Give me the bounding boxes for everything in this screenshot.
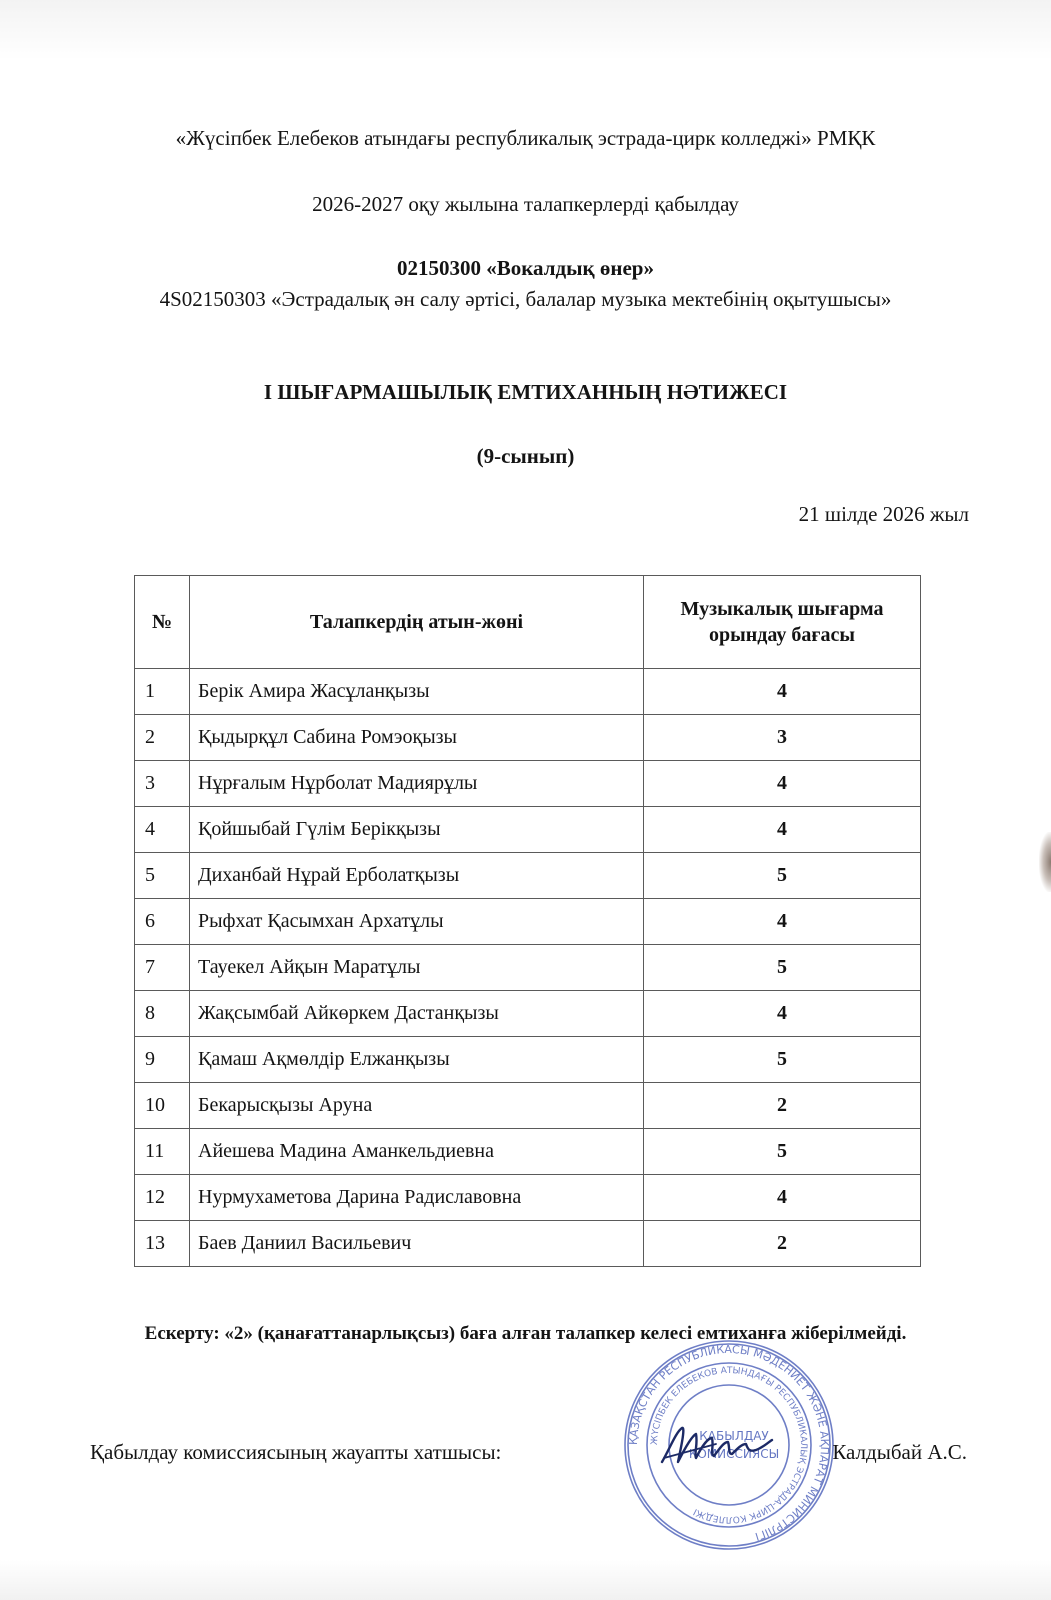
row-num: 2: [135, 715, 190, 761]
page-edge-mark: [1039, 832, 1051, 892]
row-num: 8: [135, 991, 190, 1037]
row-score: 4: [644, 761, 921, 807]
row-score: 4: [644, 899, 921, 945]
row-num: 11: [135, 1129, 190, 1175]
program-code: 02150300 «Вокалдық өнер»: [397, 256, 654, 280]
row-score: 5: [644, 945, 921, 991]
table-row: [135, 1175, 921, 1221]
table-row: [135, 761, 921, 807]
row-score: 4: [644, 669, 921, 715]
specialty-name: 4S02150303 «Эстрадалық ән салу әртісі, балалар музыка мектебінің оқытушысы»: [159, 287, 892, 311]
row-score: 5: [644, 1037, 921, 1083]
document-date: 21 шілде 2026 жыл: [798, 502, 969, 526]
secretary-label: Қабылдау комиссиясының жауапты хатшысы:: [90, 1440, 502, 1464]
stamp-inner-text: ЖҮСІПБЕК ЕЛЕБЕКОВ АТЫНДАҒЫ РЕСПУБЛИКАЛЫҚ ЭСТРАДА-ЦИРК КОЛЛЕДЖІ: [649, 1365, 809, 1525]
table-row: [135, 1129, 921, 1175]
row-name: Рыфхат Қасымхан Архатұлы: [190, 899, 644, 945]
row-num: 4: [135, 807, 190, 853]
row-score: 4: [644, 991, 921, 1037]
table-row: [135, 899, 921, 945]
table-row: [135, 853, 921, 899]
table-row: [135, 1037, 921, 1083]
stamp-center-line1: КАБЫЛДАУ: [699, 1429, 769, 1443]
row-name: Нурмухаметова Дарина Радиславовна: [190, 1175, 644, 1221]
row-num: 5: [135, 853, 190, 899]
results-title: І ШЫҒАРМАШЫЛЫҚ ЕМТИХАННЫҢ НӘТИЖЕСІ: [263, 380, 788, 404]
table-row: [135, 945, 921, 991]
row-score: 4: [644, 1175, 921, 1221]
header-score: Музыкалық шығарма орындау бағасы: [644, 576, 921, 669]
row-name: Қыдырқұл Сабина Ромэоқызы: [190, 715, 644, 761]
header-name: Талапкердің атын-жөні: [190, 576, 644, 669]
note-text: Ескерту: «2» (қанағаттанарлықсыз) баға алған талапкер келесі емтиханға жіберілмейді.: [144, 1323, 907, 1344]
results-table: [134, 575, 921, 1267]
signature: [656, 1418, 776, 1470]
row-num: 13: [135, 1221, 190, 1267]
row-num: 6: [135, 899, 190, 945]
row-num: 1: [135, 669, 190, 715]
row-num: 3: [135, 761, 190, 807]
row-name: Нұрғалым Нұрболат Мадиярұлы: [190, 761, 644, 807]
header-num: №: [135, 576, 190, 669]
grade-label: (9-сынып): [476, 444, 575, 468]
admission-year: 2026-2027 оқу жылына талапкерлерді қабылдау: [312, 192, 739, 216]
stamp-outer-text: ҚАЗАҚСТАН РЕСПУБЛИКАСЫ МӘДЕНИЕТ ЖӘНЕ АҚПАРАТ МИНИСТРЛІГІ: [626, 1342, 832, 1544]
table-row: [135, 715, 921, 761]
table-row: [135, 669, 921, 715]
table-row: [135, 991, 921, 1037]
row-name: Бекарысқызы Аруна: [190, 1083, 644, 1129]
stamp-center-line2: КОМИССИЯСЫ: [688, 1447, 780, 1461]
row-score: 3: [644, 715, 921, 761]
row-name: Жақсымбай Айкөркем Дастанқызы: [190, 991, 644, 1037]
table-row: [135, 1083, 921, 1129]
row-name: Айешева Мадина Аманкельдиевна: [190, 1129, 644, 1175]
organization-name: «Жүсіпбек Елебеков атындағы республикалық эстрада-цирк колледжі» РМҚК: [175, 126, 876, 150]
row-num: 7: [135, 945, 190, 991]
table-row: [135, 807, 921, 853]
row-num: 9: [135, 1037, 190, 1083]
row-score: 2: [644, 1083, 921, 1129]
signer-name: Калдыбай А.С.: [832, 1440, 967, 1464]
row-num: 12: [135, 1175, 190, 1221]
row-score: 5: [644, 853, 921, 899]
row-num: 10: [135, 1083, 190, 1129]
row-name: Берік Амира Жасұланқызы: [190, 669, 644, 715]
row-name: Қамаш Ақмөлдір Елжанқызы: [190, 1037, 644, 1083]
row-name: Баев Даниил Васильевич: [190, 1221, 644, 1267]
row-score: 2: [644, 1221, 921, 1267]
table-header-row: [135, 576, 921, 669]
table-row: [135, 1221, 921, 1267]
row-name: Қойшыбай Гүлім Берікқызы: [190, 807, 644, 853]
row-name: Диханбай Нұрай Ерболатқызы: [190, 853, 644, 899]
row-score: 5: [644, 1129, 921, 1175]
row-name: Тауекел Айқын Маратұлы: [190, 945, 644, 991]
table-body: [135, 669, 921, 1267]
row-score: 4: [644, 807, 921, 853]
